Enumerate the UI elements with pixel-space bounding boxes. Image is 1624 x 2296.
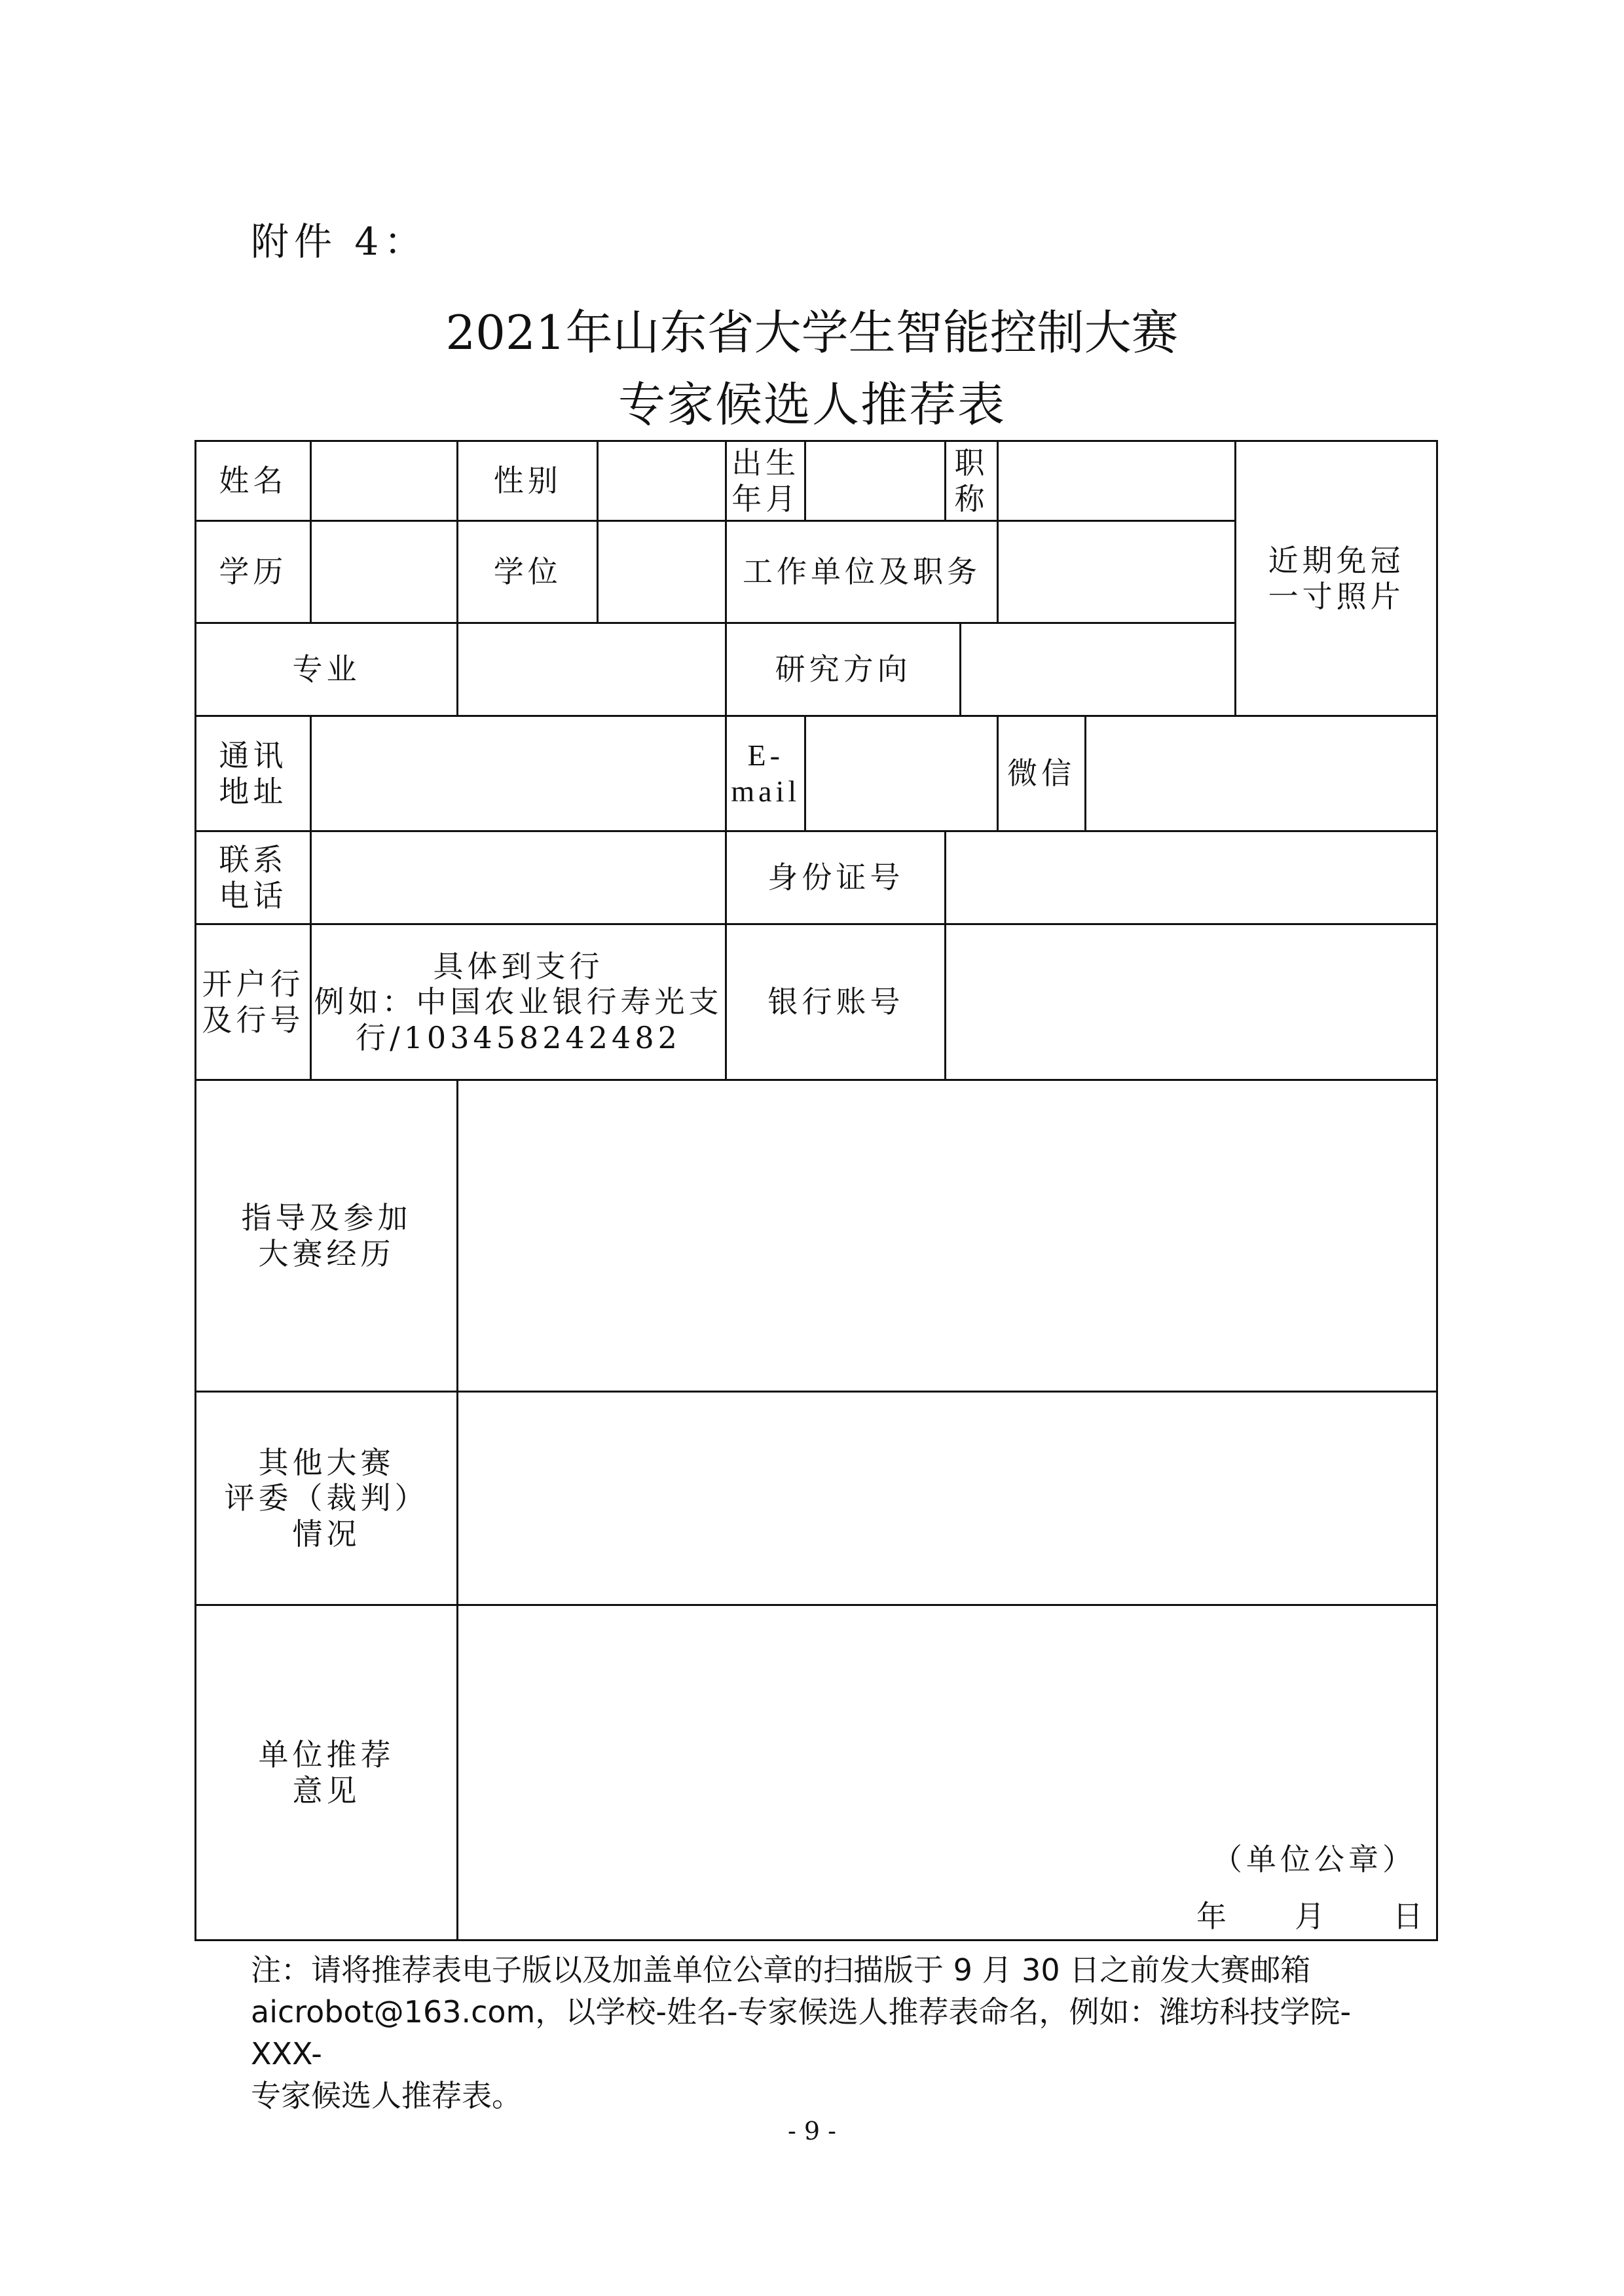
birth-label-line2: 年月 — [731, 481, 800, 517]
job-title-input[interactable] — [997, 441, 1236, 521]
phone-label-line1: 联系 — [219, 842, 287, 878]
bank-account-input[interactable] — [946, 924, 1437, 1080]
note-line1: 注：请将推荐表电子版以及加盖单位公章的扫描版于 9 月 30 日之前发大赛邮箱 — [251, 1952, 1311, 1988]
job-title-label: 职称 — [946, 441, 997, 521]
bank-example-line1: 具体到支行 — [433, 949, 604, 985]
id-number-input[interactable] — [946, 831, 1437, 924]
address-label-line2: 地址 — [219, 773, 287, 809]
note-line2: aicrobot@163.com，以学校-姓名-专家候选人推荐表命名，例如：潍坊科技学院-XXX- — [251, 1994, 1352, 2071]
degree-label: 学位 — [458, 521, 598, 623]
judge-label-line1: 其他大赛 — [258, 1445, 395, 1481]
recommend-label-line2: 意见 — [292, 1772, 361, 1808]
phone-label — [196, 831, 311, 924]
education-input[interactable] — [310, 521, 457, 623]
judge-label-line2: 评委（裁判） — [224, 1480, 429, 1516]
submission-note — [251, 1949, 1403, 2117]
bank-input[interactable] — [310, 924, 726, 1080]
name-input[interactable] — [310, 441, 457, 521]
education-label: 学历 — [196, 521, 311, 623]
judge-label-line3: 情况 — [292, 1516, 361, 1552]
id-number-label: 身份证号 — [726, 831, 946, 924]
phone-input[interactable] — [310, 831, 726, 924]
note-line3: 专家候选人推荐表。 — [251, 2078, 522, 2113]
photo-label-line2: 一寸照片 — [1268, 578, 1405, 614]
address-label-line1: 通讯 — [219, 738, 287, 774]
email-label: E-mail — [726, 716, 805, 831]
signature-date — [1132, 1899, 1427, 1934]
birth-label-line1: 出生 — [731, 445, 800, 481]
bank-account-label: 银行账号 — [726, 924, 946, 1080]
work-unit-label: 工作单位及职务 — [726, 521, 997, 623]
attachment-label: 附件 4： — [251, 219, 428, 264]
address-input[interactable] — [310, 716, 726, 831]
gender-input[interactable] — [598, 441, 726, 521]
judge-input[interactable] — [458, 1392, 1437, 1605]
date-year-label: 年 — [1196, 1898, 1230, 1934]
bank-example-line2: 例如：中国农业银行寿光支 — [314, 984, 723, 1020]
photo-label-line1: 近期免冠 — [1268, 543, 1405, 579]
unit-seal-label: （单位公章） — [1212, 1841, 1416, 1877]
bank-example-line3: 行/103458242482 — [356, 1019, 681, 1055]
major-input[interactable] — [458, 623, 726, 716]
form-subtitle: 专家候选人推荐表 — [618, 377, 1006, 432]
photo-box[interactable] — [1236, 441, 1437, 716]
experience-input[interactable] — [458, 1080, 1437, 1392]
email-input[interactable] — [805, 716, 997, 831]
major-label: 专业 — [196, 623, 458, 716]
experience-label — [196, 1080, 458, 1392]
birth-input[interactable] — [805, 441, 946, 521]
bank-label-line2: 及行号 — [202, 1002, 304, 1038]
wechat-label: 微信 — [997, 716, 1085, 831]
address-label — [196, 716, 311, 831]
work-unit-input[interactable] — [997, 521, 1236, 623]
recommend-label-line1: 单位推荐 — [258, 1737, 395, 1773]
experience-label-line1: 指导及参加 — [241, 1200, 412, 1236]
name-label: 姓名 — [196, 441, 311, 521]
research-label: 研究方向 — [726, 623, 960, 716]
form-title: 2021年山东省大学生智能控制大赛 — [445, 305, 1179, 360]
bank-label — [196, 924, 311, 1080]
date-month-label: 月 — [1295, 1898, 1329, 1934]
recommend-label — [196, 1605, 458, 1941]
wechat-input[interactable] — [1085, 716, 1437, 831]
degree-input[interactable] — [598, 521, 726, 623]
bank-label-line1: 开户行 — [202, 966, 304, 1002]
phone-label-line2: 电话 — [219, 877, 287, 913]
experience-label-line2: 大赛经历 — [258, 1235, 395, 1271]
recommend-input[interactable] — [458, 1605, 1437, 1941]
gender-label: 性别 — [458, 441, 598, 521]
birth-label — [726, 441, 805, 521]
research-input[interactable] — [960, 623, 1235, 716]
judge-label — [196, 1392, 458, 1605]
date-day-label: 日 — [1393, 1898, 1427, 1934]
page-number: - 9 - — [787, 2117, 836, 2145]
recommendation-form-table — [194, 440, 1438, 1941]
